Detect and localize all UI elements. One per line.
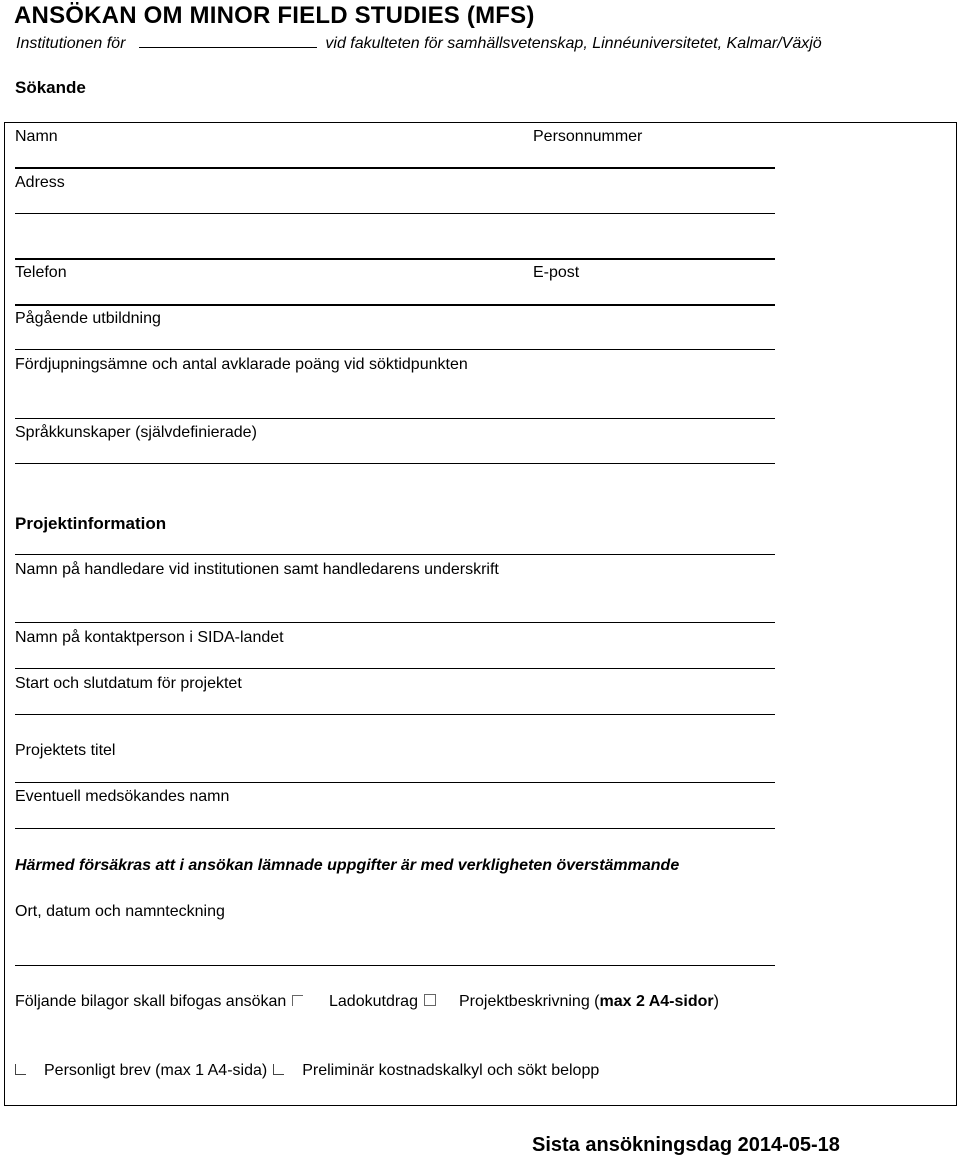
supervisor-label: Namn på handledare vid institutionen samt handledarens underskrift bbox=[15, 561, 499, 578]
name-label: Namn bbox=[15, 128, 58, 145]
attachments-intro bbox=[15, 993, 303, 1011]
signature-line[interactable] bbox=[15, 965, 775, 966]
attachment-project-description bbox=[459, 993, 719, 1011]
project-line[interactable] bbox=[15, 554, 775, 555]
address-label: Adress bbox=[15, 174, 65, 191]
personal-number-label: Personnummer bbox=[533, 128, 643, 145]
form-title: ANSÖKAN OM MINOR FIELD STUDIES (MFS) bbox=[14, 2, 535, 29]
department-blank-field[interactable] bbox=[139, 35, 317, 48]
current-education-label: Pågående utbildning bbox=[15, 310, 161, 327]
phone-label: Telefon bbox=[15, 264, 67, 281]
deadline-text: Sista ansökningsdag 2014-05-18 bbox=[532, 1134, 840, 1156]
email-label: E-post bbox=[533, 264, 580, 281]
project-description-label: Projektbeskrivning ( bbox=[459, 993, 600, 1010]
current-education-line[interactable] bbox=[15, 349, 775, 350]
section-project: Projektinformation bbox=[15, 514, 167, 533]
budget-label: Preliminär kostnadskalkyl och sökt belopp bbox=[302, 1062, 600, 1079]
intro-checkbox-icon[interactable] bbox=[292, 995, 303, 1006]
attachment-transcript bbox=[329, 993, 436, 1011]
name-line[interactable] bbox=[15, 167, 775, 169]
declaration-text: Härmed försäkras att i ansökan lämnade uppgifter är med verkligheten överstämmande bbox=[15, 857, 680, 874]
supervisor-line[interactable] bbox=[15, 622, 775, 623]
address-line-2[interactable] bbox=[15, 258, 775, 260]
address-line-1[interactable] bbox=[15, 213, 775, 214]
personal-letter-label: Personligt brev (max 1 A4-sida) bbox=[44, 1062, 268, 1079]
languages-label: Språkkunskaper (självdefinierade) bbox=[15, 424, 257, 441]
specialization-line[interactable] bbox=[15, 418, 775, 419]
subtitle-suffix: vid fakulteten för samhällsvetenskap, Linnéuniversitetet, Kalmar/Växjö bbox=[325, 35, 822, 52]
dates-label: Start och slutdatum för projektet bbox=[15, 675, 242, 692]
dates-line[interactable] bbox=[15, 714, 775, 715]
section-applicant: Sökande bbox=[15, 78, 86, 97]
specialization-label: Fördjupningsämne och antal avklarade poäng vid söktidpunkten bbox=[15, 356, 468, 373]
attachment-personal-letter bbox=[15, 1062, 599, 1080]
project-description-close: ) bbox=[713, 993, 719, 1010]
project-title-label: Projektets titel bbox=[15, 742, 116, 759]
transcript-checkbox-icon[interactable] bbox=[424, 994, 436, 1006]
attachments-intro-label: Följande bilagor skall bifogas ansökan bbox=[15, 993, 287, 1010]
form-frame bbox=[4, 122, 957, 1106]
languages-line[interactable] bbox=[15, 463, 775, 464]
subtitle-prefix: Institutionen för bbox=[16, 35, 126, 52]
form-subtitle bbox=[16, 35, 822, 53]
co-applicant-label: Eventuell medsökandes namn bbox=[15, 788, 230, 805]
phone-email-line[interactable] bbox=[15, 304, 775, 306]
budget-checkbox-icon[interactable] bbox=[273, 1064, 284, 1075]
personal-letter-checkbox-icon[interactable] bbox=[15, 1064, 26, 1075]
contact-person-label: Namn på kontaktperson i SIDA-landet bbox=[15, 629, 284, 646]
co-applicant-line[interactable] bbox=[15, 828, 775, 829]
transcript-label: Ladokutdrag bbox=[329, 993, 418, 1010]
contact-person-line[interactable] bbox=[15, 668, 775, 669]
project-description-limit: max 2 A4-sidor bbox=[599, 993, 714, 1010]
project-title-line[interactable] bbox=[15, 782, 775, 783]
signature-label: Ort, datum och namnteckning bbox=[15, 903, 225, 920]
